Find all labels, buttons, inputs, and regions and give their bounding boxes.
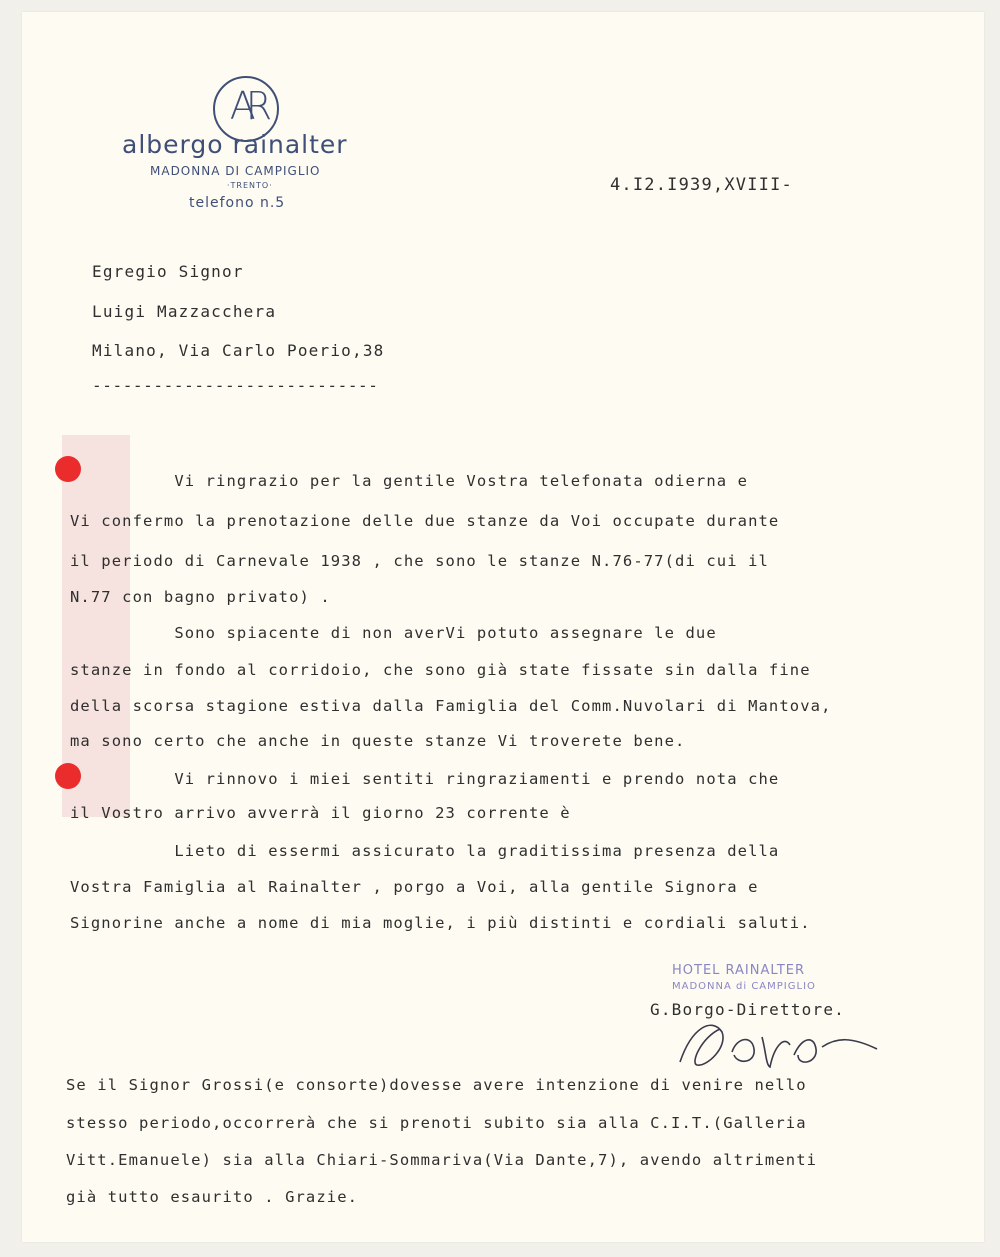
postscript-line: stesso periodo,occorrerà che si prenoti subito sia alla C.I.T.(Galleria bbox=[66, 1114, 807, 1132]
body-line: Vi ringrazio per la gentile Vostra telefonata odierna e bbox=[70, 472, 749, 490]
body-line: della scorsa stagione estiva dalla Famiglia del Comm.Nuvolari di Mantova, bbox=[70, 697, 832, 715]
letter-page bbox=[22, 12, 984, 1242]
body-line: ma sono certo che anche in queste stanze Vi troverete bene. bbox=[70, 732, 686, 750]
body-line: il periodo di Carnevale 1938 , che sono le stanze N.76-77(di cui il bbox=[70, 552, 769, 570]
body-line: Vi rinnovo i miei sentiti ringraziamenti e prendo nota che bbox=[70, 770, 780, 788]
recipient-address: Milano, Via Carlo Poerio,38 bbox=[92, 341, 385, 360]
body-line: Signorine anche a nome di mia moglie, i più distinti e cordiali saluti. bbox=[70, 914, 811, 932]
stamp-hotel-name: HOTEL RAINALTER bbox=[672, 963, 806, 978]
monogram-logo: AR bbox=[229, 84, 263, 128]
letter-date: 4.I2.I939,XVIII- bbox=[610, 175, 793, 195]
hotel-place: MADONNA DI CAMPIGLIO bbox=[150, 164, 321, 178]
body-line: stanze in fondo al corridoio, che sono già state fissate sin dalla fine bbox=[70, 661, 811, 679]
postscript-line: già tutto esaurito . Grazie. bbox=[66, 1188, 359, 1206]
stamp-hotel-place: MADONNA di CAMPIGLIO bbox=[672, 981, 816, 992]
handwritten-signature bbox=[662, 1007, 892, 1087]
hotel-province: ·TRENTO· bbox=[227, 181, 273, 190]
body-line: Vi confermo la prenotazione delle due stanze da Voi occupate durante bbox=[70, 512, 780, 530]
recipient-salutation: Egregio Signor bbox=[92, 262, 244, 281]
postscript-line: Se il Signor Grossi(e consorte)dovesse avere intenzione di venire nello bbox=[66, 1076, 807, 1094]
body-line: Vostra Famiglia al Rainalter , porgo a Voi, alla gentile Signora e bbox=[70, 878, 759, 896]
hotel-phone: telefono n.5 bbox=[189, 195, 286, 211]
separator-rule: ---------------------------- bbox=[92, 376, 379, 395]
body-line: Sono spiacente di non averVi potuto assegnare le due bbox=[70, 624, 717, 642]
body-line: il Vostro arrivo avverrà il giorno 23 corrente è bbox=[70, 804, 571, 822]
body-line: N.77 con bagno privato) . bbox=[70, 588, 331, 606]
hotel-name: albergo rainalter bbox=[122, 130, 348, 159]
signer-name: G.Borgo-Direttore. bbox=[650, 1000, 845, 1019]
recipient-name: Luigi Mazzacchera bbox=[92, 302, 277, 321]
postscript-line: Vitt.Emanuele) sia alla Chiari-Sommariva(Via Dante,7), avendo altrimenti bbox=[66, 1151, 818, 1169]
body-line: Lieto di essermi assicurato la graditissima presenza della bbox=[70, 842, 780, 860]
